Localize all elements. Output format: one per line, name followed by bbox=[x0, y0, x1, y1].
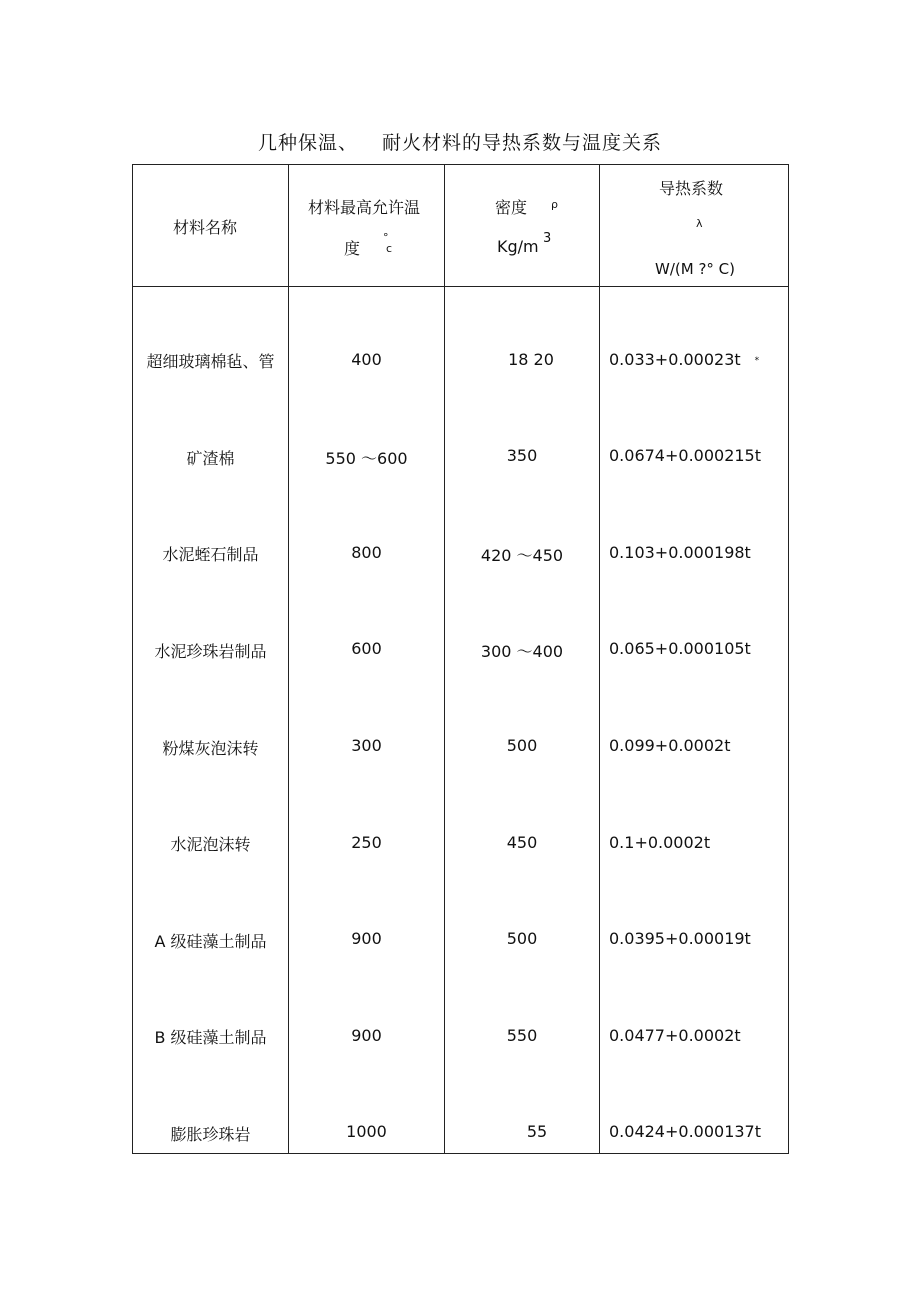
row-6-coef: 0.1+0.0002t bbox=[609, 833, 711, 852]
header-density-unit: Kg/m bbox=[497, 237, 539, 256]
row-7-coef: 0.0395+0.00019t bbox=[609, 929, 751, 948]
row-3-coef: 0.103+0.000198t bbox=[609, 543, 751, 562]
header-conductivity-label: 导热系数 bbox=[659, 179, 724, 198]
row-5-name: 粉煤灰泡沫转 bbox=[162, 739, 259, 758]
title-part-2: 耐火材料的导热系数与温度关系 bbox=[382, 132, 663, 154]
row-6-density: 450 bbox=[506, 833, 538, 852]
table-header-row bbox=[133, 165, 789, 287]
row-9-coef: 0.0424+0.000137t bbox=[609, 1122, 762, 1141]
row-7-name: A 级硅藻土制品 bbox=[154, 932, 267, 951]
row-9-density: 55 bbox=[526, 1122, 548, 1141]
row-7-density: 500 bbox=[506, 929, 538, 948]
row-3-temp: 800 bbox=[351, 543, 382, 562]
row-9-name: 膨胀珍珠岩 bbox=[170, 1125, 251, 1144]
row-1-note-mark: * bbox=[754, 356, 760, 366]
row-8-density: 550 bbox=[506, 1026, 538, 1045]
row-1-coef-value: 0.033+0.00023t bbox=[609, 350, 741, 369]
row-1-temp: 400 bbox=[351, 350, 382, 369]
row-5-density: 500 bbox=[506, 736, 538, 755]
header-conductivity-unit: W/(M ?° C) bbox=[655, 260, 736, 278]
row-1-coef bbox=[600, 350, 788, 369]
table-body-row bbox=[133, 287, 789, 1154]
row-5-coef: 0.099+0.0002t bbox=[609, 736, 731, 755]
row-4-coef: 0.065+0.000105t bbox=[609, 639, 751, 658]
header-material-name bbox=[133, 165, 289, 287]
row-8-coef: 0.0477+0.0002t bbox=[609, 1026, 741, 1045]
header-density-unit-sup: 3 bbox=[543, 231, 552, 246]
row-2-name: 矿渣棉 bbox=[186, 449, 235, 468]
row-4-temp: 600 bbox=[351, 639, 382, 658]
row-8-name: B 级硅藻土制品 bbox=[154, 1028, 267, 1047]
header-max-temp-line2: 度 bbox=[344, 239, 361, 258]
row-2-density: 350 bbox=[506, 446, 538, 465]
column-max-temps bbox=[289, 287, 445, 1154]
column-densities bbox=[445, 287, 600, 1154]
row-9-temp: 1000 bbox=[346, 1122, 387, 1141]
row-6-temp: 250 bbox=[351, 833, 382, 852]
header-density-label: 密度 bbox=[495, 198, 528, 217]
row-6-name: 水泥泡沫转 bbox=[170, 835, 251, 854]
row-4-density: 300 ～400 bbox=[480, 642, 564, 661]
header-density-rho: ρ bbox=[551, 198, 558, 211]
row-3-density: 420 ～450 bbox=[480, 546, 564, 565]
column-material-names bbox=[133, 287, 289, 1154]
document-title bbox=[0, 128, 920, 155]
header-max-temp-line1: 材料最高允许温 bbox=[308, 198, 421, 217]
header-max-temp bbox=[289, 165, 445, 287]
row-3-name: 水泥蛭石制品 bbox=[162, 545, 259, 564]
row-7-temp: 900 bbox=[351, 929, 382, 948]
header-max-temp-degree: ° bbox=[383, 231, 389, 244]
row-2-coef: 0.0674+0.000215t bbox=[609, 446, 762, 465]
header-material-name-label: 材料名称 bbox=[173, 218, 238, 237]
header-density bbox=[445, 165, 600, 287]
row-1-name: 超细玻璃棉毡、管 bbox=[146, 352, 275, 371]
row-4-name: 水泥珍珠岩制品 bbox=[154, 642, 267, 661]
header-max-temp-unit: c bbox=[386, 242, 393, 255]
column-conductivity bbox=[600, 287, 789, 1154]
header-conductivity-lambda: λ bbox=[696, 217, 703, 230]
materials-table bbox=[132, 164, 789, 1154]
header-conductivity bbox=[600, 165, 789, 287]
title-part-1: 几种保温、 bbox=[257, 132, 358, 154]
row-5-temp: 300 bbox=[351, 736, 382, 755]
row-1-density: 18 20 bbox=[508, 350, 554, 369]
row-2-temp: 550 ～600 bbox=[325, 449, 408, 468]
row-8-temp: 900 bbox=[351, 1026, 382, 1045]
